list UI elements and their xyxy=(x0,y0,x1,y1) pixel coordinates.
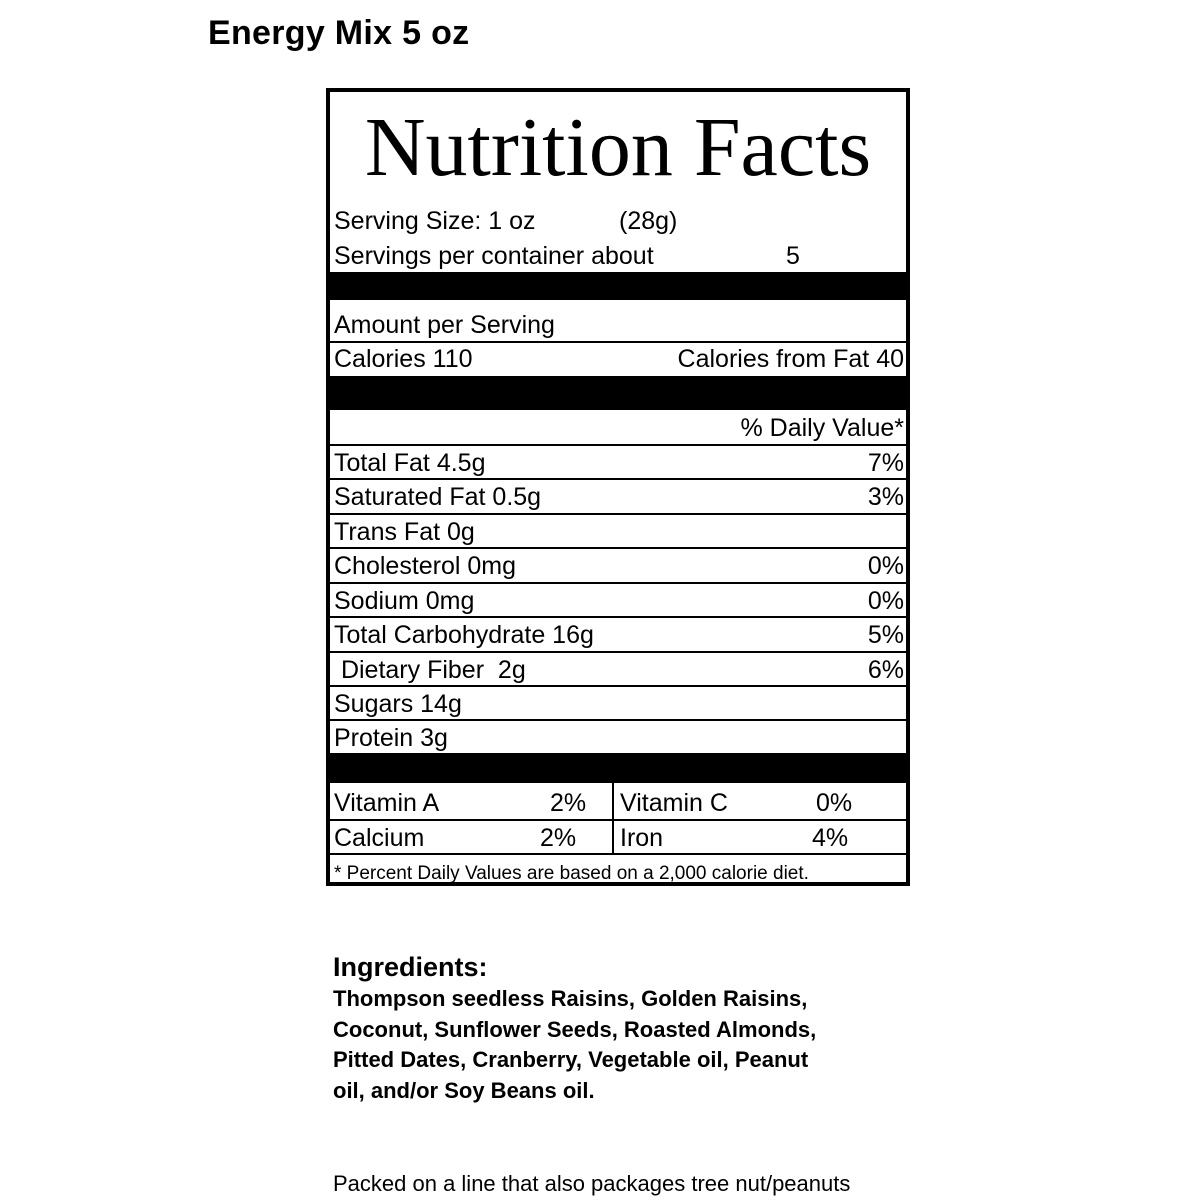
daily-value-footnote: * Percent Daily Values are based on a 2,000 calorie diet. xyxy=(334,863,809,884)
divider xyxy=(330,651,906,653)
calories-from-fat: Calories from Fat 40 xyxy=(677,345,904,373)
divider xyxy=(330,719,906,721)
divider xyxy=(330,547,906,549)
nutrient-label-dietary-fiber: Dietary Fiber 2g xyxy=(334,656,526,684)
iron-value: 4% xyxy=(812,824,849,852)
ingredients-heading: Ingredients: xyxy=(333,952,488,982)
vitamin-a-value: 2% xyxy=(550,789,587,817)
ingredients-line: Pitted Dates, Cranberry, Vegetable oil, Peanut xyxy=(333,1047,809,1072)
divider xyxy=(330,582,906,584)
divider xyxy=(330,513,906,515)
nutrient-label-sugars: Sugars 14g xyxy=(334,690,462,718)
divider xyxy=(330,444,906,446)
nutrient-dv-saturated-fat: 3% xyxy=(867,483,904,511)
divider xyxy=(330,819,906,821)
thick-divider xyxy=(330,376,906,410)
thick-divider xyxy=(330,272,906,300)
calcium-value: 2% xyxy=(540,824,577,852)
calcium-label: Calcium xyxy=(334,824,425,852)
ingredients-line: Coconut, Sunflower Seeds, Roasted Almonds, xyxy=(333,1017,817,1042)
ingredients-line: Thompson seedless Raisins, Golden Raisins, xyxy=(333,986,808,1011)
vitamin-column-divider xyxy=(612,783,614,854)
nutrient-label-saturated-fat: Saturated Fat 0.5g xyxy=(334,483,542,511)
nutrient-dv-total-carbohydrate: 5% xyxy=(867,621,904,649)
serving-size-grams: (28g) xyxy=(619,207,678,235)
serving-size: Serving Size: 1 oz xyxy=(334,207,536,235)
vitamin-a-label: Vitamin A xyxy=(334,789,440,817)
nutrient-dv-dietary-fiber: 6% xyxy=(867,656,904,684)
nutrient-label-total-fat: Total Fat 4.5g xyxy=(334,449,486,477)
divider xyxy=(330,853,906,855)
nutrition-facts-label xyxy=(326,88,910,886)
nutrient-label-sodium: Sodium 0mg xyxy=(334,587,475,615)
allergen-note: Packed on a line that also packages tree nut/peanuts xyxy=(333,1171,851,1196)
thick-divider xyxy=(330,753,906,783)
nutrition-facts-title: Nutrition Facts xyxy=(364,101,872,194)
divider xyxy=(330,685,906,687)
iron-label: Iron xyxy=(620,824,664,852)
nutrient-label-protein: Protein 3g xyxy=(334,724,448,752)
ingredients-line: oil, and/or Soy Beans oil. xyxy=(333,1078,595,1103)
calories: Calories 110 xyxy=(334,345,473,373)
nutrient-dv-cholesterol: 0% xyxy=(867,552,904,580)
divider xyxy=(330,616,906,618)
nutrient-dv-total-fat: 7% xyxy=(867,449,904,477)
daily-value-header: % Daily Value* xyxy=(740,414,904,442)
nutrient-label-trans-fat: Trans Fat 0g xyxy=(334,518,475,546)
servings-per-container: Servings per container about xyxy=(334,242,654,270)
amount-per-serving: Amount per Serving xyxy=(334,311,555,339)
nutrient-dv-sodium: 0% xyxy=(867,587,904,615)
divider xyxy=(330,341,906,343)
servings-per-container-value: 5 xyxy=(786,242,800,270)
nutrient-label-cholesterol: Cholesterol 0mg xyxy=(334,552,517,580)
product-title: Energy Mix 5 oz xyxy=(208,14,470,52)
vitamin-c-value: 0% xyxy=(816,789,853,817)
vitamin-c-label: Vitamin C xyxy=(620,789,728,817)
nutrient-label-total-carbohydrate: Total Carbohydrate 16g xyxy=(334,621,594,649)
divider xyxy=(330,478,906,480)
